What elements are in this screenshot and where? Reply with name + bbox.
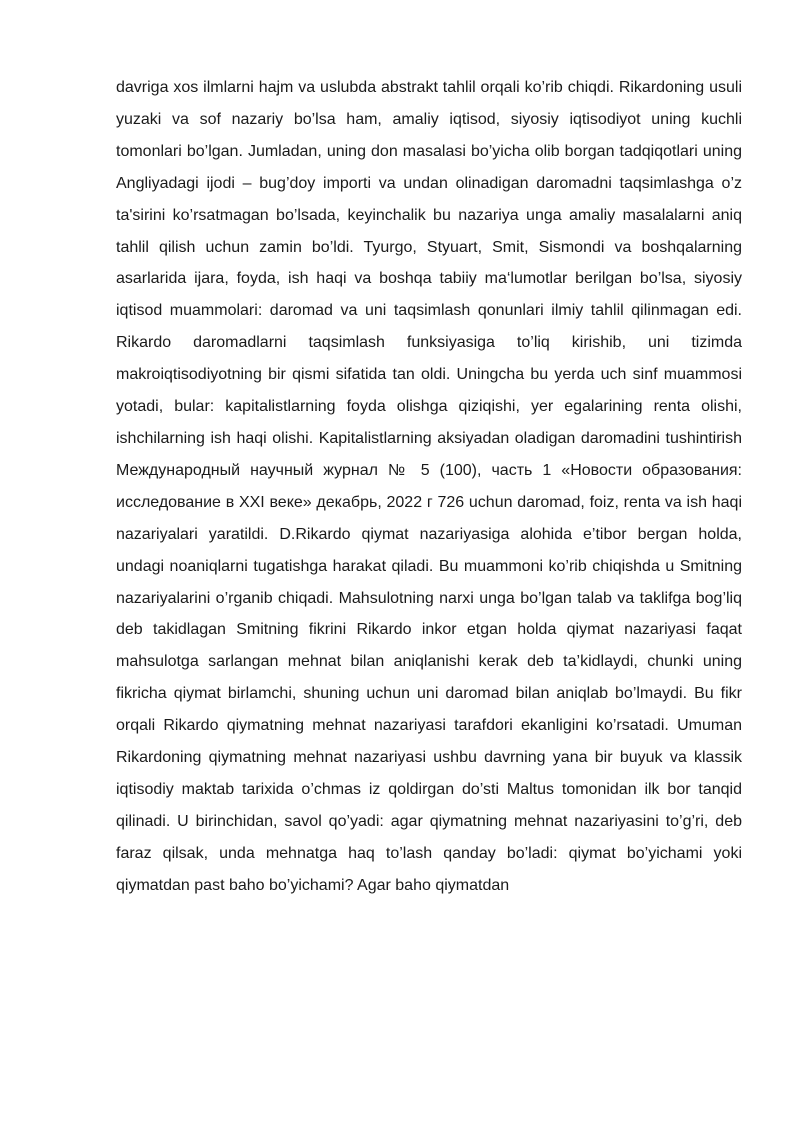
body-paragraph: davriga xos ilmlarni hajm va uslubda abstrakt tahlil orqali ko’rib chiqdi. Rikardoning usuli yuzaki va sof nazariy bo’lsa ham, amaliy iqtisod, siyosiy iqtisodiyot uning kuchli tomonlari bo’lgan. Jumladan, uning don masalasi bo’yicha olib borgan tadqiqotlari uning Angliyadagi ijodi – bug’doy importi va undan olinadigan daromadni taqsimlashga o’z ta'sirini ko’rsatmagan bo’lsada, keyinchalik bu nazariya unga amaliy masalalarni aniq tahlil qilish uchun zamin bo’ldi. Tyurgo, Styuart, Smit, Sismondi va boshqalarning asarlarida ijara, foyda, ish haqi va boshqa tabiiy ma‘lumotlar berilgan bo’lsa, siyosiy iqtisod muammolari: daromad va uni taqsimlash qonunlari ilmiy tahlil qilinmagan edi. Rikardo daromadlarni taqsimlash funksiyasiga to’liq kirishib, uni tizimda makroiqtisodiyotning bir qismi sifatida tan oldi. Uningcha bu yerda uch sinf muammosi yotadi, bular: kapitalistlarning foyda olishga qiziqishi, yer egalarining renta olishi, ishchilarning ish haqi olishi. Kapitalistlarning aksiyadan oladigan daromadini tushintirish Международный научный журнал № 5 (100), часть 1 «Новости образования: исследование в XXI веке» декабрь, 2022 г 726 uchun daromad, foiz, renta va ish haqi nazariyalari yaratildi. D.Rikardo qiymat nazariyasiga alohida e’tibor bergan holda, undagi noaniqlarni tugatishga harakat qiladi. Bu muammoni ko’rib chiqishda u Smitning nazariyalarini o’rganib chiqadi. Mahsulotning narxi unga bo’lgan talab va taklifga bog’liq deb takidlagan Smitning fikrini Rikardo inkor etgan holda qiymat nazariyasi faqat mahsulotga sarlangan mehnat bilan aniqlanishi kerak deb ta’kidlaydi, chunki uning fikricha qiymat birlamchi, shuning uchun uni daromad bilan aniqlab bo’lmaydi. Bu fikr orqali Rikardo qiymatning mehnat nazariyasi tarafdori ekanligini ko’rsatadi. Umuman Rikardoning qiymatning mehnat nazariyasi ushbu davrning yana bir buyuk va klassik iqtisodiy maktab tarixida o’chmas iz qoldirgan do’sti Maltus tomonidan ilk bor tanqid qilinadi. U birinchidan, savol qo’yadi: agar qiymatning mehnat nazariyasini to’g’ri, deb faraz qilsak, unda mehnatga haq to’lash qanday bo’ladi: qiymat bo’yichami yoki qiymatdan past baho bo’yichami? Agar baho qiymatdan [116,79,742,894]
document-page [116,72,742,902]
